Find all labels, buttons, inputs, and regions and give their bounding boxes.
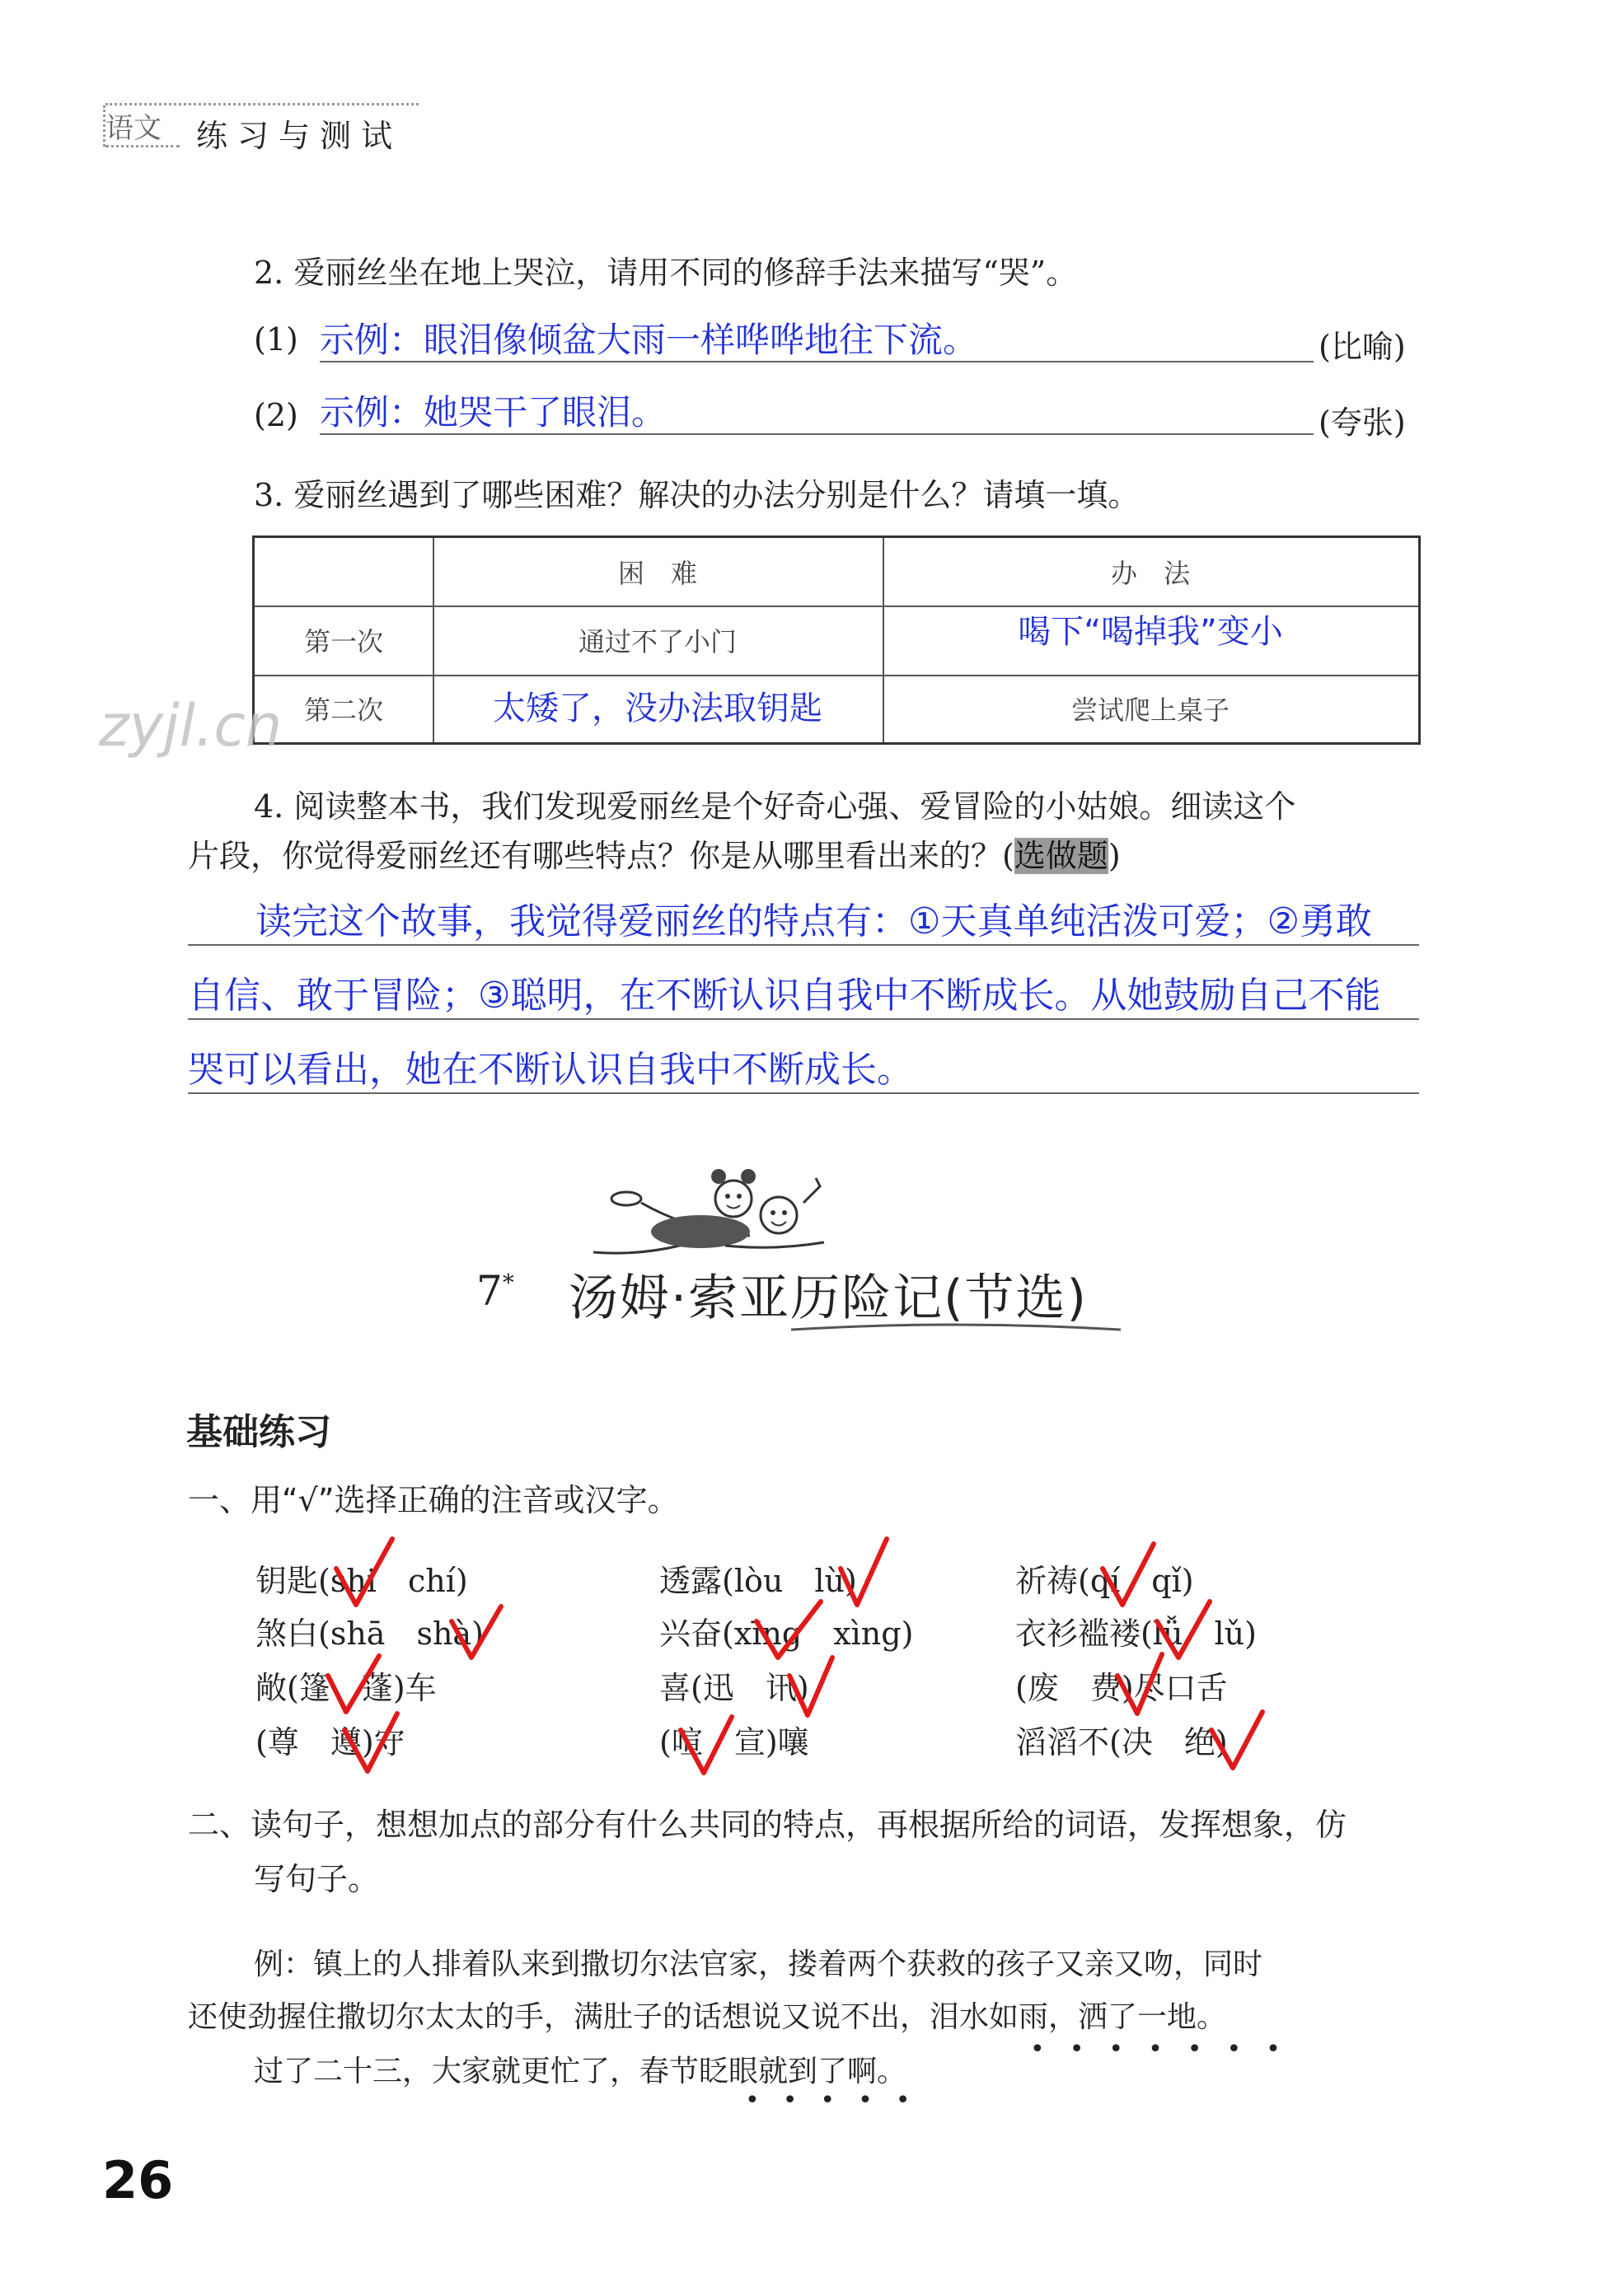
choice-item[interactable]: (尊 遵)守 bbox=[255, 1724, 405, 1761]
answer-line bbox=[188, 944, 1419, 946]
lesson-number bbox=[476, 1267, 514, 1315]
question-4-prompt-line-1: 4. 阅读整本书，我们发现爱丽丝是个好奇心强、爱冒险的小姑娘。细读这个 bbox=[254, 788, 1296, 825]
page-number: 26 bbox=[102, 2150, 174, 2210]
choice-item[interactable]: 兴奋(xīng xìng) bbox=[659, 1616, 914, 1652]
answer-line bbox=[188, 1018, 1419, 1020]
table-cell-difficulty-handwritten: 太矮了，没办法取钥匙 bbox=[493, 689, 822, 727]
q2-item-2-num: (2) bbox=[254, 397, 298, 433]
header-subject: 语文 bbox=[105, 112, 162, 145]
q4-answer-line-3: 哭可以看出，她在不断认识自我中不断成长。 bbox=[188, 1049, 913, 1091]
choice-item[interactable]: 透露(lòu lù) bbox=[659, 1563, 857, 1599]
watermark: zyjl.cn bbox=[99, 692, 283, 760]
lesson-star: * bbox=[502, 1269, 514, 1297]
emphasis-dots: ••••••• bbox=[1030, 2035, 1305, 2064]
answer-line bbox=[188, 1092, 1419, 1094]
choice-item[interactable]: 滔滔不(决 绝) bbox=[1015, 1724, 1228, 1761]
prompt-sentence: 过了二十三，大家就更忙了，春节眨眼就到了啊。 bbox=[254, 2055, 907, 2088]
example-line-2: 还使劲握住撒切尔太太的手，满肚子的话想说又说不出，泪水如雨，洒了一地。 bbox=[188, 2000, 1227, 2034]
example-line-1: 例：镇上的人排着队来到撒切尔法官家，搂着两个获救的孩子又亲又吻，同时 bbox=[254, 1948, 1263, 1981]
choice-item[interactable]: 煞白(shā shà) bbox=[255, 1616, 484, 1652]
table-row-label: 第一次 bbox=[303, 626, 383, 657]
q2-item-1-num: (1) bbox=[254, 321, 298, 358]
table-cell-solution-handwritten: 喝下“喝掉我”变小 bbox=[1018, 612, 1283, 651]
choice-item[interactable]: 祈祷(qí qǐ) bbox=[1015, 1563, 1194, 1599]
choice-item[interactable]: (喧 宣)嚷 bbox=[659, 1724, 809, 1761]
lesson-title: 汤姆·索亚历险记(节选) bbox=[569, 1270, 1088, 1327]
q2-item-2-tag: (夸张) bbox=[1319, 404, 1406, 441]
table-row-label: 第二次 bbox=[303, 694, 383, 726]
question-2-prompt: 2. 爱丽丝坐在地上哭泣，请用不同的修辞手法来描写“哭”。 bbox=[254, 255, 1078, 291]
table-header-difficulty: 困 难 bbox=[617, 558, 697, 589]
header-title: 练习与测试 bbox=[196, 118, 403, 154]
title-underline bbox=[791, 1321, 1121, 1335]
table-cell-solution: 尝试爬上桌子 bbox=[1070, 694, 1230, 726]
part-2-title-line-1: 二、读句子，想想加点的部分有什么共同的特点，再根据所给的词语，发挥想象，仿 bbox=[188, 1807, 1347, 1843]
choice-item[interactable]: 敞(篷 蓬)车 bbox=[255, 1670, 437, 1706]
part-1-title: 一、用“√”选择正确的注音或汉字。 bbox=[188, 1482, 679, 1518]
question-3-prompt: 3. 爱丽丝遇到了哪些困难？解决的办法分别是什么？请填一填。 bbox=[254, 477, 1140, 513]
emphasis-dots: ••••• bbox=[745, 2086, 934, 2115]
q2-item-1-tag: (比喻) bbox=[1319, 329, 1406, 365]
table-cell-difficulty: 通过不了小门 bbox=[578, 626, 737, 657]
difficulty-table bbox=[252, 535, 1421, 745]
question-4-prompt-line-2 bbox=[188, 830, 1121, 876]
answer-line bbox=[320, 361, 1314, 362]
choice-item[interactable]: 钥匙(shi chí) bbox=[255, 1563, 468, 1599]
answer-line bbox=[320, 433, 1314, 435]
optional-tag: 选做题 bbox=[1014, 838, 1108, 874]
q4-answer-line-2: 自信、敢于冒险；③聪明，在不断认识自我中不断成长。从她鼓励自己不能 bbox=[188, 975, 1381, 1017]
lesson-number-text: 7 bbox=[476, 1267, 503, 1315]
q2-item-1-answer: 示例：眼泪像倾盆大雨一样哗哗地往下流。 bbox=[320, 320, 978, 360]
part-2-title-line-2: 写句子。 bbox=[254, 1861, 380, 1897]
table-header-solution: 办 法 bbox=[1110, 558, 1190, 589]
q2-item-2-answer: 示例：她哭干了眼泪。 bbox=[320, 392, 667, 433]
choice-item[interactable]: 喜(迅 讯) bbox=[659, 1670, 809, 1706]
question-4-prompt-close: ) bbox=[1108, 838, 1121, 874]
section-title: 基础练习 bbox=[186, 1411, 331, 1453]
choice-item[interactable]: 衣衫褴褛(lǚ lǔ) bbox=[1015, 1616, 1257, 1652]
choice-item[interactable]: (废 费)尽口舌 bbox=[1015, 1670, 1228, 1706]
question-4-prompt-text: 片段，你觉得爱丽丝还有哪些特点？你是从哪里看出来的？( bbox=[188, 838, 1014, 874]
q4-answer-line-1: 读完这个故事，我觉得爱丽丝的特点有：①天真单纯活泼可爱；②勇敢 bbox=[255, 900, 1372, 942]
